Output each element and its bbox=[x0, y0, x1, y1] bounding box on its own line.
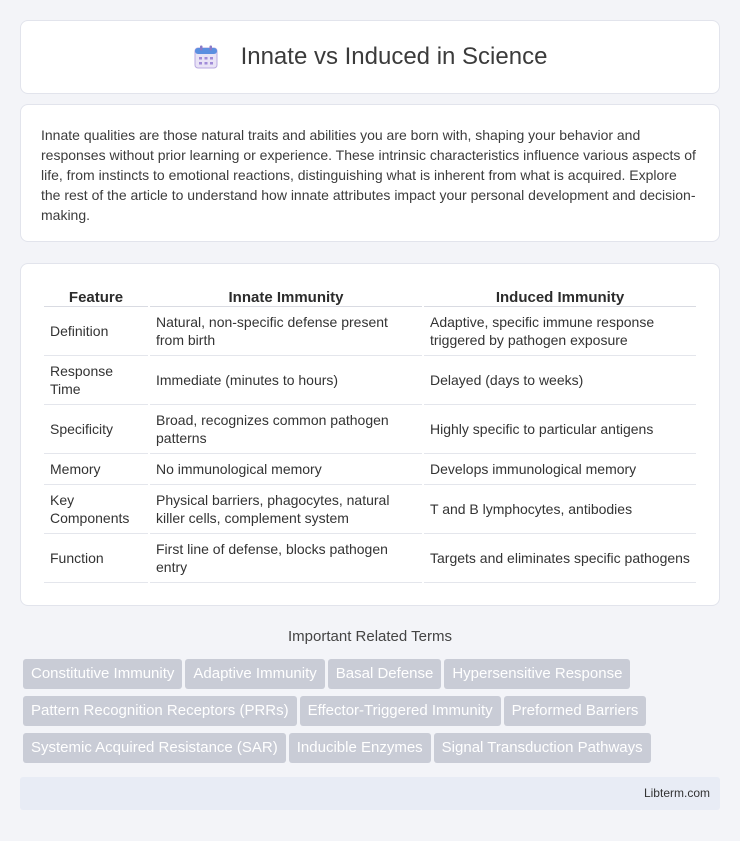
related-term-tag[interactable]: Pattern Recognition Receptors (PRRs) bbox=[23, 696, 297, 726]
comparison-table-card bbox=[20, 263, 720, 606]
header-card bbox=[20, 20, 720, 94]
cell-innate: First line of defense, blocks pathogen entry bbox=[150, 534, 422, 583]
table-row bbox=[44, 405, 696, 454]
cell-feature: Key Components bbox=[44, 485, 148, 534]
cell-feature: Definition bbox=[44, 307, 148, 356]
column-header-innate: Innate Immunity bbox=[150, 284, 422, 307]
column-header-feature: Feature bbox=[44, 284, 148, 307]
page-title: Innate vs Induced in Science bbox=[240, 43, 548, 70]
cell-induced: Targets and eliminates specific pathogens bbox=[424, 534, 696, 583]
related-term-tag[interactable]: Inducible Enzymes bbox=[289, 733, 431, 763]
table-header-row bbox=[44, 284, 696, 307]
intro-paragraph: Innate qualities are those natural traits and abilities you are born with, shaping your behavior and responses without prior learning or experience. These intrinsic characteristics influence various aspects of life, from instincts to emotional reactions, distinguishing what is inherent from what is acquired. Explore the rest of the article to understand how innate attributes impact your personal development and decision-making. bbox=[41, 127, 696, 223]
related-term-tag[interactable]: Preformed Barriers bbox=[504, 696, 647, 726]
cell-induced: Develops immunological memory bbox=[424, 454, 696, 485]
comparison-table bbox=[42, 284, 698, 583]
cell-innate: Physical barriers, phagocytes, natural killer cells, complement system bbox=[150, 485, 422, 534]
cell-induced: Delayed (days to weeks) bbox=[424, 356, 696, 405]
footer-site-link[interactable]: Libterm.com bbox=[643, 786, 710, 800]
related-term-tag[interactable]: Effector-Triggered Immunity bbox=[300, 696, 501, 726]
cell-feature: Response Time bbox=[44, 356, 148, 405]
cell-induced: Highly specific to particular antigens bbox=[424, 405, 696, 454]
cell-feature: Specificity bbox=[44, 405, 148, 454]
cell-induced: Adaptive, specific immune response triggered by pathogen exposure bbox=[424, 307, 696, 356]
footer bbox=[20, 777, 720, 810]
related-terms-list bbox=[23, 659, 703, 770]
table-row bbox=[44, 534, 696, 583]
cell-innate: No immunological memory bbox=[150, 454, 422, 485]
related-term-tag[interactable]: Basal Defense bbox=[328, 659, 442, 689]
header bbox=[193, 43, 548, 71]
cell-induced: T and B lymphocytes, antibodies bbox=[424, 485, 696, 534]
related-term-tag[interactable]: Systemic Acquired Resistance (SAR) bbox=[23, 733, 286, 763]
cell-feature: Memory bbox=[44, 454, 148, 485]
related-term-tag[interactable]: Signal Transduction Pathways bbox=[434, 733, 651, 763]
related-term-tag[interactable]: Hypersensitive Response bbox=[444, 659, 630, 689]
intro-card bbox=[20, 104, 720, 242]
table-row bbox=[44, 485, 696, 534]
cell-innate: Immediate (minutes to hours) bbox=[150, 356, 422, 405]
related-terms-heading: Important Related Terms bbox=[288, 628, 452, 645]
cell-innate: Broad, recognizes common pathogen patterns bbox=[150, 405, 422, 454]
table-row bbox=[44, 454, 696, 485]
table-row bbox=[44, 356, 696, 405]
cell-feature: Function bbox=[44, 534, 148, 583]
table-row bbox=[44, 307, 696, 356]
related-term-tag[interactable]: Adaptive Immunity bbox=[185, 659, 324, 689]
related-term-tag[interactable]: Constitutive Immunity bbox=[23, 659, 182, 689]
cell-innate: Natural, non-specific defense present from birth bbox=[150, 307, 422, 356]
calendar-icon bbox=[193, 44, 219, 70]
column-header-induced: Induced Immunity bbox=[424, 284, 696, 307]
